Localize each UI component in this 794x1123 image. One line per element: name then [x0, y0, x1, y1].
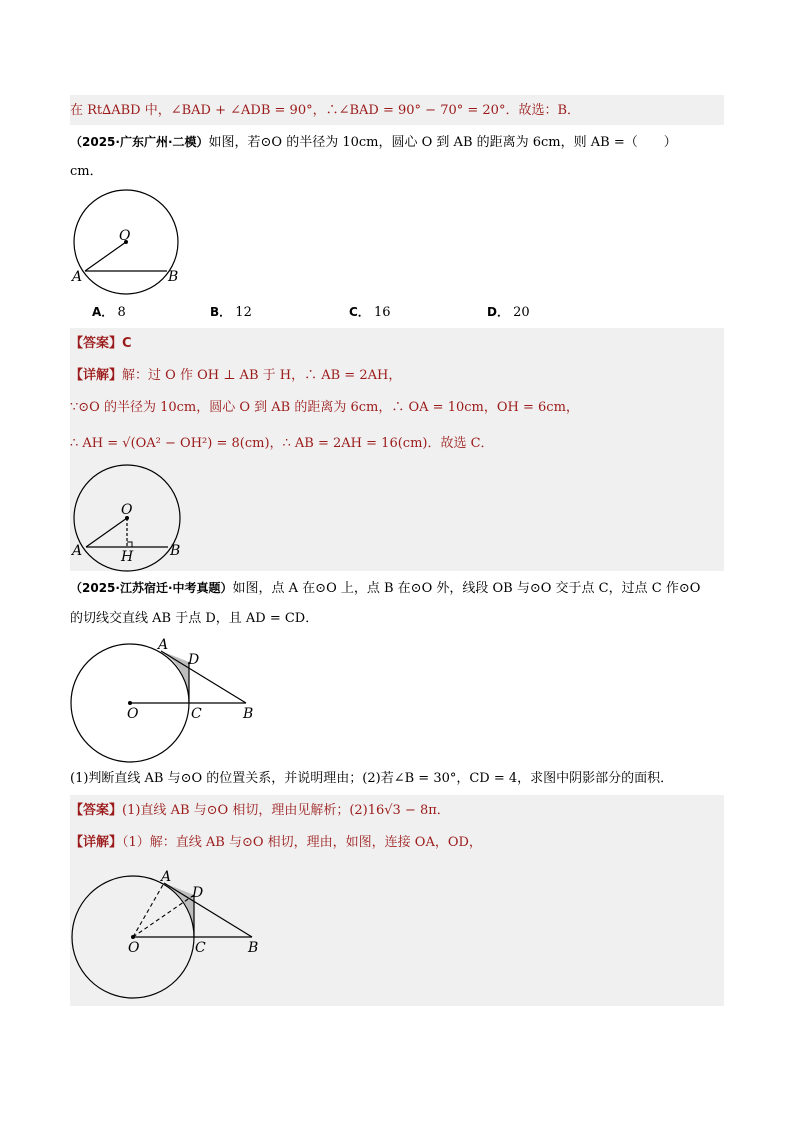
q3-source: （2025·江苏宿迁·中考真题） [70, 581, 233, 595]
q3-label-o: O [127, 706, 139, 722]
q2-source: （2025·广东广州·二模） [70, 135, 209, 149]
q3-detail-shaded-region [164, 883, 194, 937]
q2-detail-label-b: B [170, 543, 181, 559]
q3-detail-label-b: B [248, 940, 259, 956]
q3-label-b: B [243, 706, 254, 722]
q2-detail-label-h: H [121, 549, 134, 565]
q2-label-b: B [168, 269, 179, 285]
q3-detail-line1: 【详解】（1）解：直线 AB 与⊙O 相切，理由，如图，连接 OA，OD， [70, 835, 482, 850]
q2-option-d: D． 20 [487, 305, 530, 320]
q3-label-d: D [188, 652, 200, 668]
q3-sub-questions: (1)判断直线 AB 与⊙O 的位置关系，并说明理由；(2)若∠B = 30°，CD = 4，求图中阴影部分的面积． [70, 771, 674, 786]
q3-detail-dashed-oa [133, 883, 164, 937]
q3-stem-line2: 的切线交直线 AB 于点 D，且 AD = CD． [70, 611, 319, 626]
q2-option-c: C． 16 [349, 305, 391, 320]
q2-stem-text: 如图，若⊙O 的半径为 10cm，圆心 O 到 AB 的距离为 6cm，则 AB =（ ） [208, 135, 677, 150]
q3-detail-label-d: D [192, 885, 204, 901]
q3-label-a: A [158, 637, 169, 653]
q3-detail-line-ab [164, 883, 252, 937]
q2-option-b: B． 12 [210, 305, 252, 320]
q2-stem-unit: cm． [70, 164, 103, 179]
q2-option-a: A． 8 [92, 305, 126, 320]
q3-answer: 【答案】(1)直线 AB 与⊙O 相切，理由见解析；(2)16√3 − 8π． [70, 803, 450, 818]
q1-tail-text: 在 Rt∆ABD 中，∠BAD + ∠ADB = 90°，∴∠BAD = 90° − 70° = 20°．故选：B． [70, 103, 580, 118]
q2-label-a: A [72, 269, 83, 285]
q2-answer: 【答案】C [70, 336, 132, 351]
q2-detail-label-a: A [72, 543, 83, 559]
q3-stem-line1: （2025·江苏宿迁·中考真题）如图，点 A 在⊙O 上，点 B 在⊙O 外，线段 OB 与⊙O 交于点 C，过点 C 作⊙O [70, 581, 701, 596]
q2-detail-line3: ∴ AH = √(OA² − OH²) = 8(cm)，∴ AB = 2AH = 16(cm)．故选 C． [70, 436, 494, 451]
q3-detail-label-c: C [195, 940, 206, 956]
q3-detail-label-o: O [128, 940, 140, 956]
q2-label-o: O [119, 228, 131, 244]
q2-detail-label-o: O [121, 502, 133, 518]
q2-detail-line2: ∵⊙O 的半径为 10cm，圆心 O 到 AB 的距离为 6cm，∴ OA = 10cm，OH = 6cm， [70, 400, 579, 415]
q3-detail-label-a: A [161, 869, 172, 885]
q3-detail-center-dot [131, 935, 135, 939]
q2-detail-line1: 【详解】解：过 O 作 OH ⊥ AB 于 H，∴ AB = 2AH， [70, 368, 402, 383]
q3-label-c: C [191, 706, 202, 722]
